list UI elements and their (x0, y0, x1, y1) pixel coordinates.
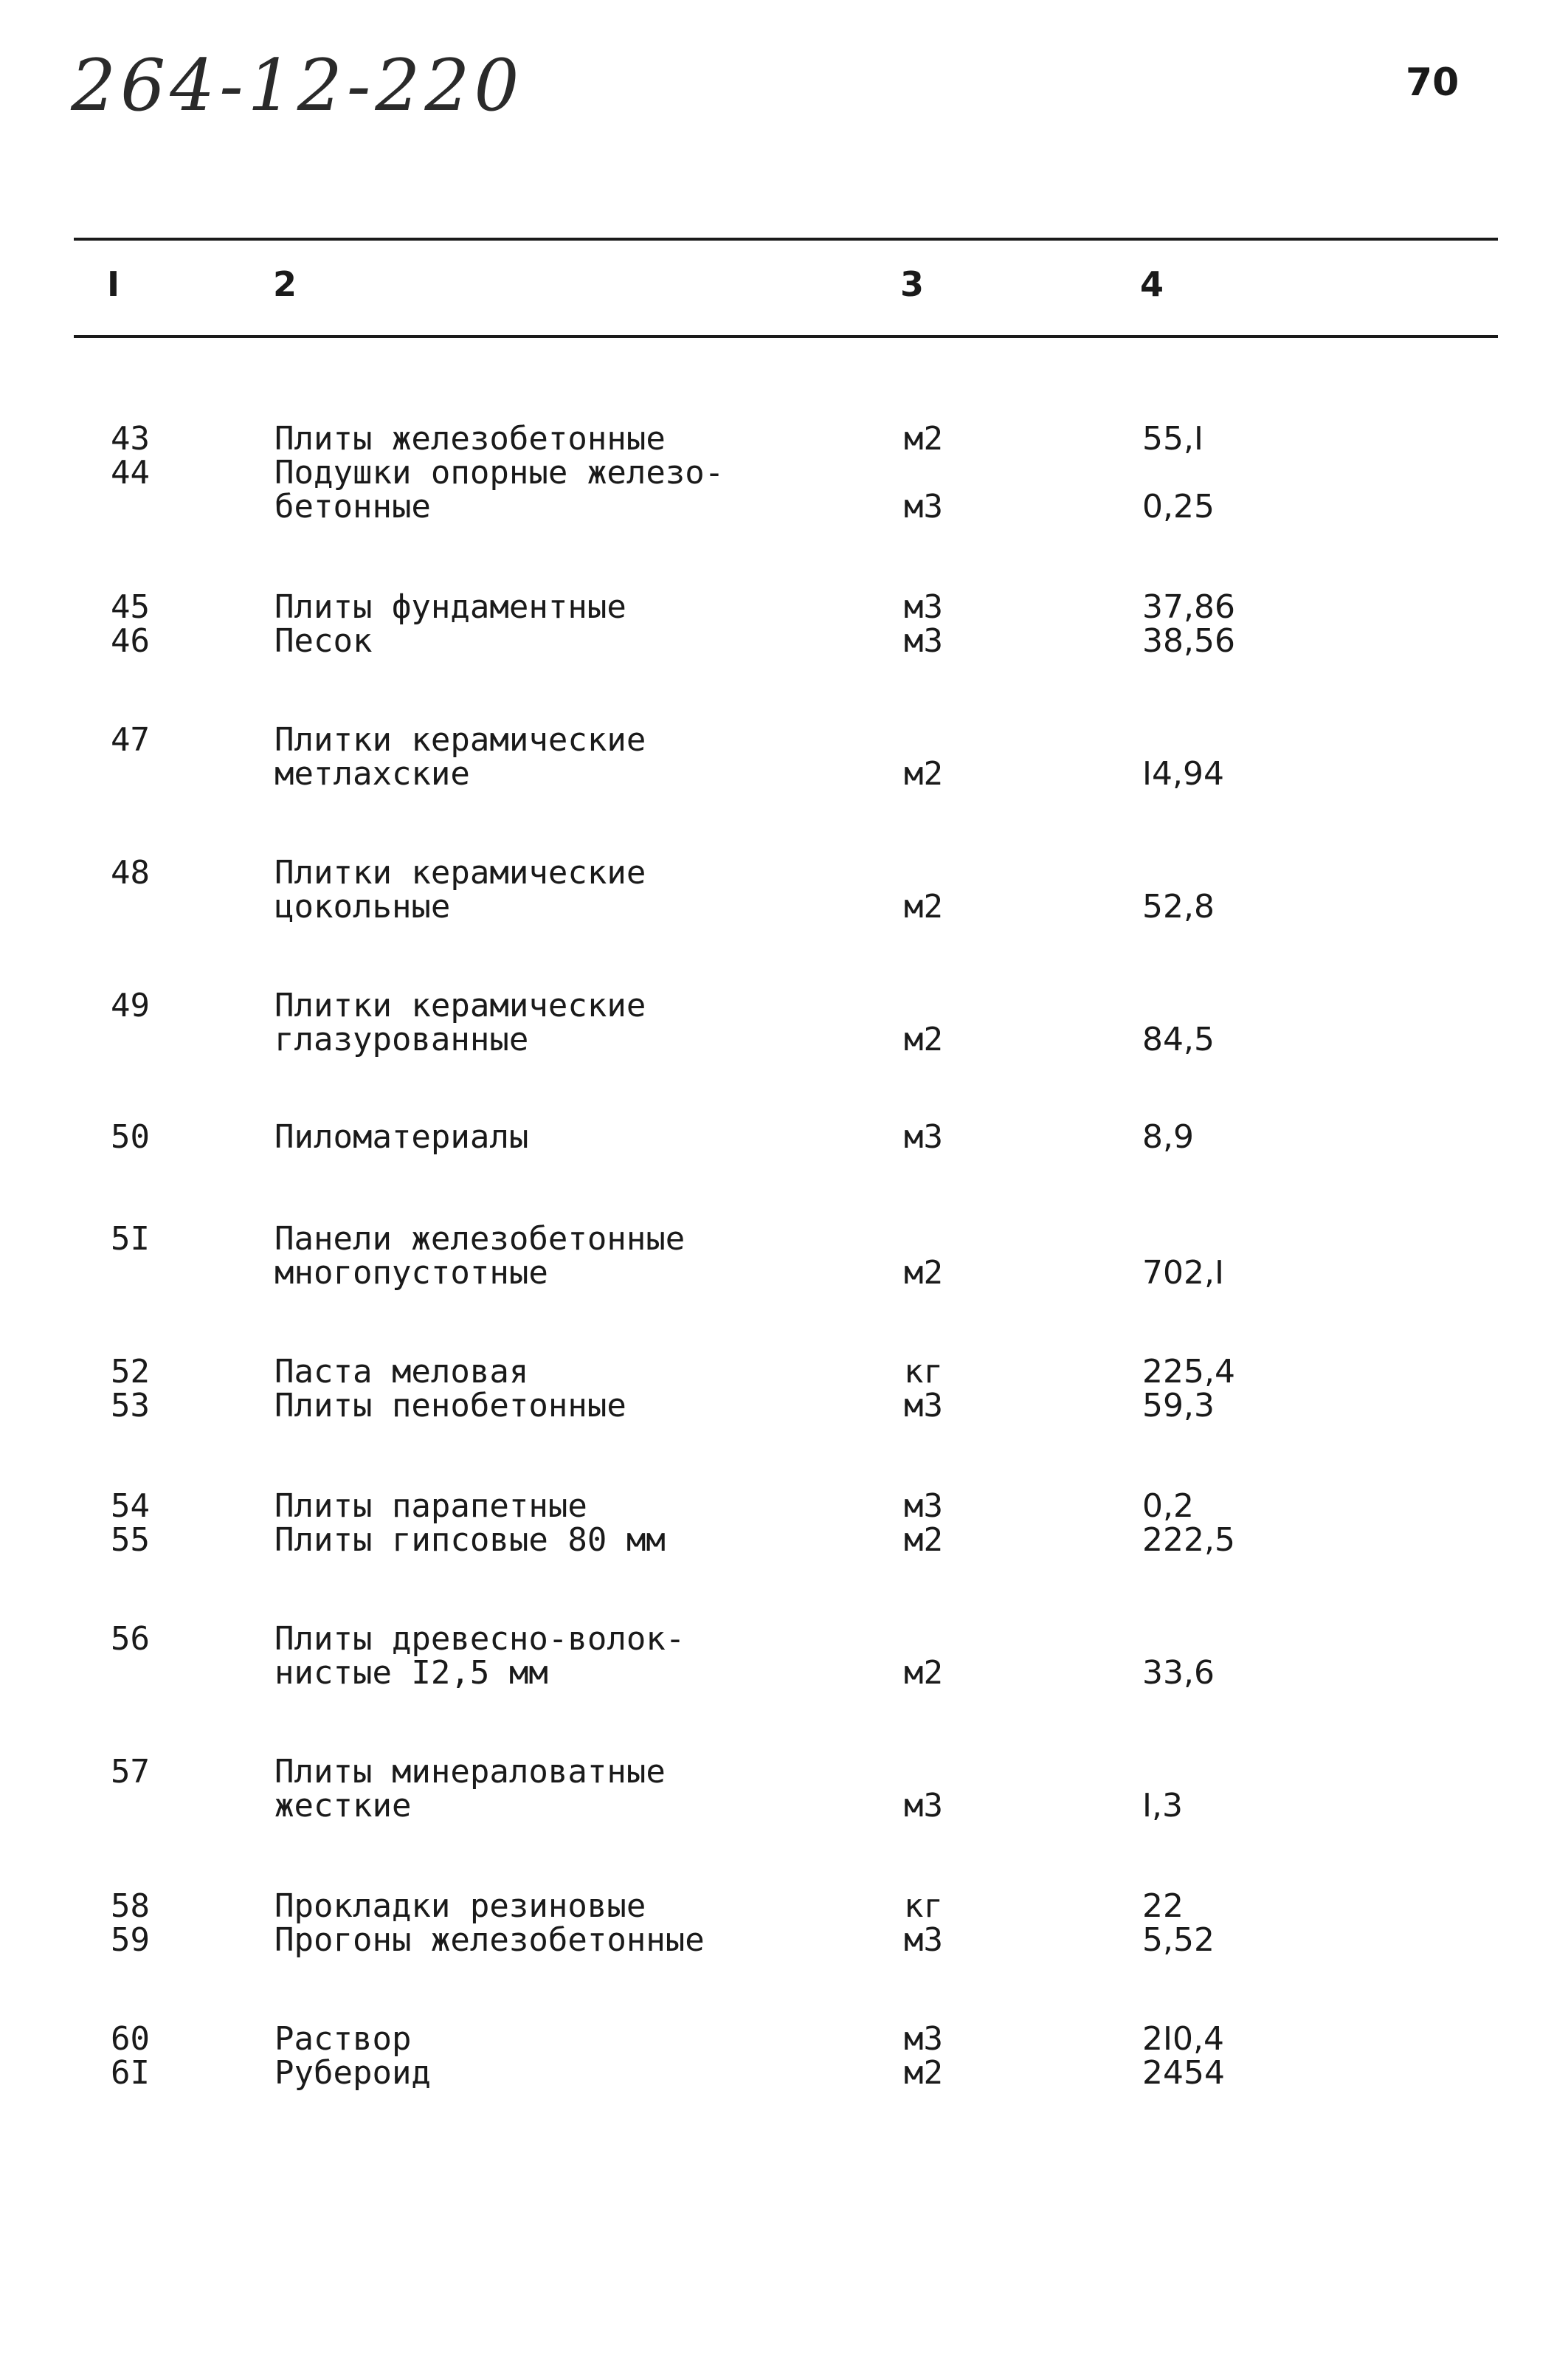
unit-of-measure: м2 (904, 420, 943, 458)
unit-of-measure: кг (904, 1353, 943, 1391)
table-row (0, 1789, 1568, 1823)
quantity-value: 33,6 (1142, 1654, 1215, 1692)
material-name: Панели железобетонные (274, 1220, 685, 1258)
row-number: 49 (111, 987, 150, 1024)
quantity-value: 38,56 (1142, 622, 1235, 660)
column-header-number: I (107, 264, 120, 304)
row-number: 53 (111, 1387, 150, 1424)
table-row (0, 757, 1568, 791)
row-number: 46 (111, 622, 150, 660)
material-name: Плиты парапетные (274, 1487, 587, 1525)
unit-of-measure: м3 (904, 1487, 943, 1525)
table-row (0, 1755, 1568, 1789)
unit-of-measure: м3 (904, 588, 943, 626)
material-name: Плиты минераловатные (274, 1753, 666, 1791)
quantity-value: 225,4 (1142, 1353, 1235, 1391)
quantity-value: 5,52 (1142, 1921, 1215, 1959)
row-number: 5I (111, 1220, 150, 1258)
table-row (0, 890, 1568, 924)
row-number: 59 (111, 1921, 150, 1959)
table-row (0, 723, 1568, 757)
quantity-value: I,3 (1142, 1787, 1183, 1825)
material-name: Песок (274, 622, 373, 660)
table-row (0, 1222, 1568, 1256)
table-row (0, 989, 1568, 1023)
quantity-value: 55,I (1142, 420, 1203, 458)
table-row (0, 490, 1568, 524)
table-row (0, 624, 1568, 658)
table-row (0, 1923, 1568, 1957)
material-name: Раствор (274, 2020, 412, 2058)
quantity-value: 2I0,4 (1142, 2020, 1224, 2058)
column-header-unit: 3 (900, 264, 925, 304)
material-name: Плитки керамические (274, 721, 646, 759)
table-row (0, 456, 1568, 490)
quantity-value: 0,2 (1142, 1487, 1194, 1525)
quantity-value: I4,94 (1142, 755, 1224, 793)
unit-of-measure: м3 (904, 1387, 943, 1424)
material-name: цокольные (274, 888, 451, 926)
unit-of-measure: м3 (904, 1118, 943, 1156)
column-header-quantity: 4 (1140, 264, 1164, 304)
quantity-value: 52,8 (1142, 888, 1215, 926)
material-name: метлахские (274, 755, 470, 793)
table-row (0, 1120, 1568, 1154)
unit-of-measure: м2 (904, 1521, 943, 1559)
table-row (0, 2056, 1568, 2090)
table-row (0, 2022, 1568, 2056)
unit-of-measure: м2 (904, 1654, 943, 1692)
material-name: Плиты древесно-волок- (274, 1620, 685, 1658)
table-row (0, 1389, 1568, 1423)
document-code: 264-12-220 (71, 44, 524, 127)
row-number: 57 (111, 1753, 150, 1791)
row-number: 54 (111, 1487, 150, 1525)
material-name: Прогоны железобетонные (274, 1921, 705, 1959)
unit-of-measure: м2 (904, 755, 943, 793)
unit-of-measure: кг (904, 1887, 943, 1925)
table-row (0, 422, 1568, 456)
row-number: 52 (111, 1353, 150, 1391)
material-name: Плиты пенобетонные (274, 1387, 626, 1424)
material-name: многопустотные (274, 1254, 548, 1292)
page-number: 70 (1406, 61, 1460, 105)
material-name: Плиты фундаментные (274, 588, 626, 626)
row-number: 45 (111, 588, 150, 626)
quantity-value: 22 (1142, 1887, 1184, 1925)
unit-of-measure: м3 (904, 1787, 943, 1825)
table-row (0, 1355, 1568, 1389)
row-number: 50 (111, 1118, 150, 1156)
row-number: 6I (111, 2054, 150, 2092)
quantity-value: 702,I (1142, 1254, 1224, 1292)
material-name: жесткие (274, 1787, 412, 1825)
row-number: 58 (111, 1887, 150, 1925)
unit-of-measure: м2 (904, 2054, 943, 2092)
unit-of-measure: м3 (904, 622, 943, 660)
row-number: 43 (111, 420, 150, 458)
row-number: 56 (111, 1620, 150, 1658)
quantity-value: 0,25 (1142, 488, 1215, 526)
unit-of-measure: м3 (904, 488, 943, 526)
material-name: бетонные (274, 488, 431, 526)
material-name: Рубероид (274, 2054, 431, 2092)
material-name: Плиты гипсовые 80 мм (274, 1521, 666, 1559)
unit-of-measure: м3 (904, 1921, 943, 1959)
material-name: Паста меловая (274, 1353, 529, 1391)
row-number: 55 (111, 1521, 150, 1559)
material-name: Плиты железобетонные (274, 420, 666, 458)
unit-of-measure: м2 (904, 1021, 943, 1058)
table-row (0, 1256, 1568, 1290)
unit-of-measure: м2 (904, 1254, 943, 1292)
material-name: нистые I2,5 мм (274, 1654, 548, 1692)
table-row (0, 1622, 1568, 1656)
quantity-value: 84,5 (1142, 1021, 1215, 1058)
material-name: Плитки керамические (274, 987, 646, 1024)
material-name: Плитки керамические (274, 854, 646, 892)
unit-of-measure: м3 (904, 2020, 943, 2058)
unit-of-measure: м2 (904, 888, 943, 926)
quantity-value: 8,9 (1142, 1118, 1194, 1156)
row-number: 60 (111, 2020, 150, 2058)
material-name: Прокладки резиновые (274, 1887, 646, 1925)
quantity-value: 2454 (1142, 2054, 1225, 2092)
column-header-name: 2 (273, 264, 297, 304)
row-number: 48 (111, 854, 150, 892)
table-row (0, 1656, 1568, 1690)
quantity-value: 222,5 (1142, 1521, 1235, 1559)
table-row (0, 590, 1568, 624)
table-row (0, 856, 1568, 890)
table-row (0, 1523, 1568, 1557)
row-number: 47 (111, 721, 150, 759)
table-row (0, 1489, 1568, 1523)
table-row (0, 1889, 1568, 1923)
row-number: 44 (111, 454, 150, 492)
material-name: Пиломатериалы (274, 1118, 529, 1156)
quantity-value: 59,3 (1142, 1387, 1215, 1424)
material-name: Подушки опорные железо- (274, 454, 725, 492)
table-row (0, 1023, 1568, 1057)
quantity-value: 37,86 (1142, 588, 1235, 626)
material-name: глазурованные (274, 1021, 529, 1058)
